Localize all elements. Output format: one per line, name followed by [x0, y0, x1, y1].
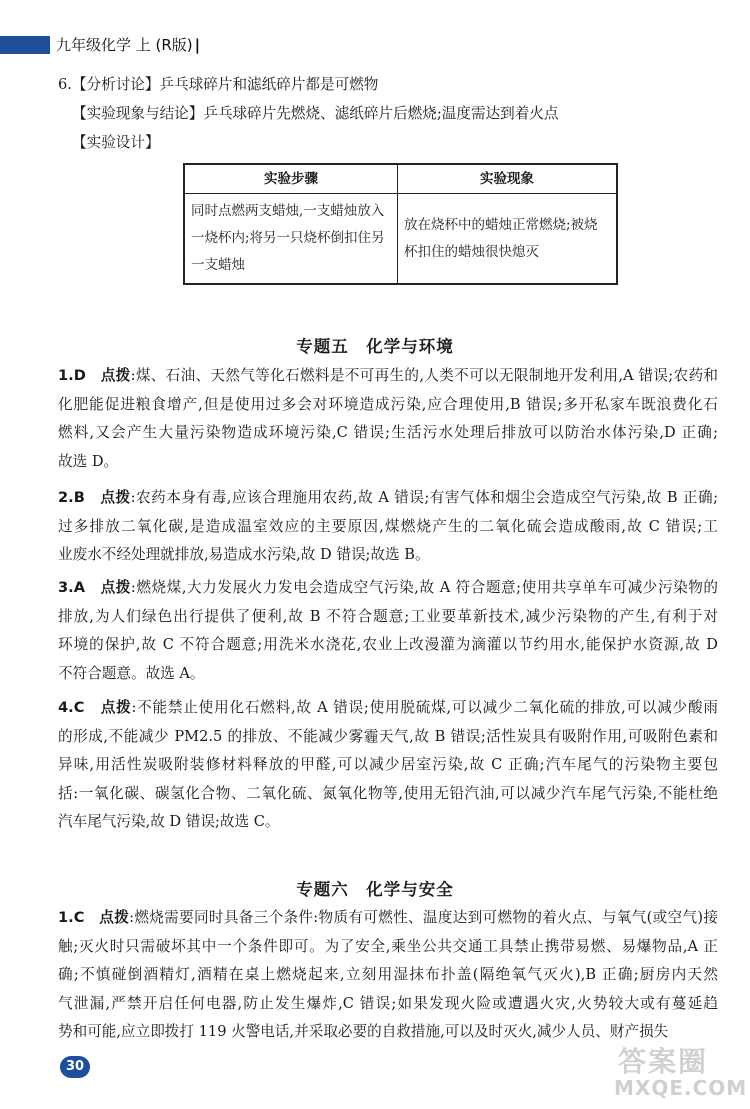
table-row: [184, 194, 617, 285]
site-watermark: [612, 1040, 748, 1100]
watermark-line2: MXQE.COM: [614, 1076, 748, 1100]
hint-label: 点拨: [99, 909, 130, 926]
answer-line: 括:一氧化碳、碳氢化合物、二氧化硫、氮氧化物等,使用无铅汽油,可以减少汽车尾气污染,不能杜绝: [58, 784, 718, 802]
steps-line: 同时点燃两支蜡烛,一支蜡烛放入: [191, 203, 385, 219]
answer-line: 势和可能,应立即拨打 119 火警电话,并采取必要的自救措施,可以及时灭火,减少人员、财产损失: [58, 1023, 669, 1040]
answer-line: 化肥能促进粮食增产,但是使用过多会对环境造成污染,应合理使用,B 错误;多开私家车既浪费化石: [58, 395, 718, 413]
answer-line: 触;灭火时只需破坏其中一个条件即可。为了安全,乘坐公共交通工具禁止携带易燃、易爆物品,A 正: [58, 937, 718, 955]
table-header-phenomena: 实验现象: [398, 164, 618, 194]
table-header-steps: 实验步骤: [184, 164, 398, 194]
answer-line: 故选 D。: [58, 452, 119, 470]
table-cell-steps: [184, 194, 398, 285]
header-title: 九年级化学 上 (R版): [56, 36, 193, 54]
header-separator: |: [194, 36, 201, 54]
q6-phenomenon-conclusion: 【实验现象与结论】乒乓球碎片先燃烧、滤纸碎片后燃烧;温度需达到着火点: [72, 105, 559, 122]
answer-line: 业废水不经处理就排放,易造成水污染,故 D 错误;故选 B。: [58, 546, 430, 563]
s5-item-3: [58, 574, 718, 688]
item-number: 4.C: [58, 699, 85, 716]
q6-analysis: 6.【分析讨论】乒乓球碎片和滤纸碎片都是可燃物: [58, 76, 379, 93]
question-6-block: [58, 70, 720, 157]
s6-item-1: [58, 904, 718, 1047]
answer-text: :煤、石油、天然气等化石燃料是不可再生的,人类不可以无限制地开发利用,A 错误;农药和: [130, 367, 718, 384]
page-number-badge: 30: [60, 1056, 90, 1078]
steps-line: 一烧杯内;将另一只烧杯倒扣住另: [191, 230, 385, 246]
answer-text: :不能禁止使用化石燃料,故 A 错误;使用脱硫煤,可以减少二氧化硫的排放,可以减少酸雨: [131, 699, 718, 716]
item-number: 3.A: [58, 579, 85, 596]
answer-text: :燃烧煤,大力发展火力发电会造成空气污染,故 A 符合题意;使用共享单车可减少污染物的: [130, 579, 718, 596]
answer-line: 环境的保护,故 C 不符合题意;用洗米水浇花,农业上改漫灌为滴灌以节约用水,能保护水资源,故 D: [58, 636, 718, 653]
table-cell-phenomena: [398, 194, 618, 285]
header-color-bar: [0, 36, 50, 54]
s5-item-2: [58, 484, 718, 570]
answer-line: 确;不慎碰倒酒精灯,酒精在桌上燃烧起来,立刻用湿抹布扑盖(隔绝氧气灭火),B 正确;厨房内天然: [58, 966, 718, 983]
item-number: 1.D: [58, 367, 86, 384]
answer-line: 不符合题意。故选 A。: [58, 664, 205, 682]
experiment-table: [183, 163, 618, 285]
steps-line: 一支蜡烛: [191, 257, 245, 273]
answer-line: 汽车尾气污染,故 D 错误;故选 C。: [58, 813, 280, 830]
answer-line: 排放,为人们绿色出行提供了便利,故 B 不符合题意;工业要革新技术,减少污染物的产生,有利于对: [58, 607, 718, 625]
hint-label: 点拨: [100, 699, 132, 716]
q6-design-heading: 【实验设计】: [72, 134, 160, 151]
answer-line: 异味,用活性炭吸附装修材料释放的甲醛,可以减少居室污染,故 C 正确;汽车尾气的污染物主要包: [58, 756, 718, 773]
answer-line: 燃料,又会产生大量污染物造成环境污染,C 错误;生活污水处理后排放可以防治水体污染,D 正确;: [58, 424, 718, 441]
phenomena-line: 放在烧杯中的蜡烛正常燃烧;被烧: [404, 216, 598, 233]
table-header-row: [184, 164, 617, 194]
s5-item-1: [58, 362, 718, 476]
answer-line: 气泄漏,严禁开启任何电器,防止发生爆炸,C 错误;如果发现火险或遭遇火灾,火势较大或有蔓延趋: [58, 994, 718, 1012]
answer-text: :农药本身有毒,应该合理施用农药,故 A 错误;有害气体和烟尘会造成空气污染,故 B 正确;: [130, 489, 718, 506]
item-number: 2.B: [58, 489, 85, 506]
watermark-line1: 答案圈: [618, 1045, 709, 1078]
running-header: [56, 34, 200, 55]
item-number: 1.C: [58, 909, 85, 926]
hint-label: 点拨: [100, 579, 131, 596]
hint-label: 点拨: [100, 489, 131, 506]
phenomena-line: 杯扣住的蜡烛很快熄灭: [404, 243, 539, 260]
answer-line: 的形成,不能减少 PM2.5 的排放、不能减少雾霾天气,故 B 错误;活性炭具有吸附作用,可吸附色素和: [58, 727, 718, 745]
answer-line: 过多排放二氧化碳,是造成温室效应的主要原因,煤燃烧产生的二氧化硫会造成酸雨,故 C 错误;工: [58, 517, 718, 535]
s5-item-4: [58, 694, 718, 837]
section-5-title: 专题五 化学与环境: [296, 337, 454, 356]
hint-label: 点拨: [100, 367, 131, 384]
section-6-title: 专题六 化学与安全: [296, 880, 454, 899]
answer-text: :燃烧需要同时具备三个条件:物质有可燃性、温度达到可燃物的着火点、与氧气(或空气)接: [129, 909, 718, 926]
